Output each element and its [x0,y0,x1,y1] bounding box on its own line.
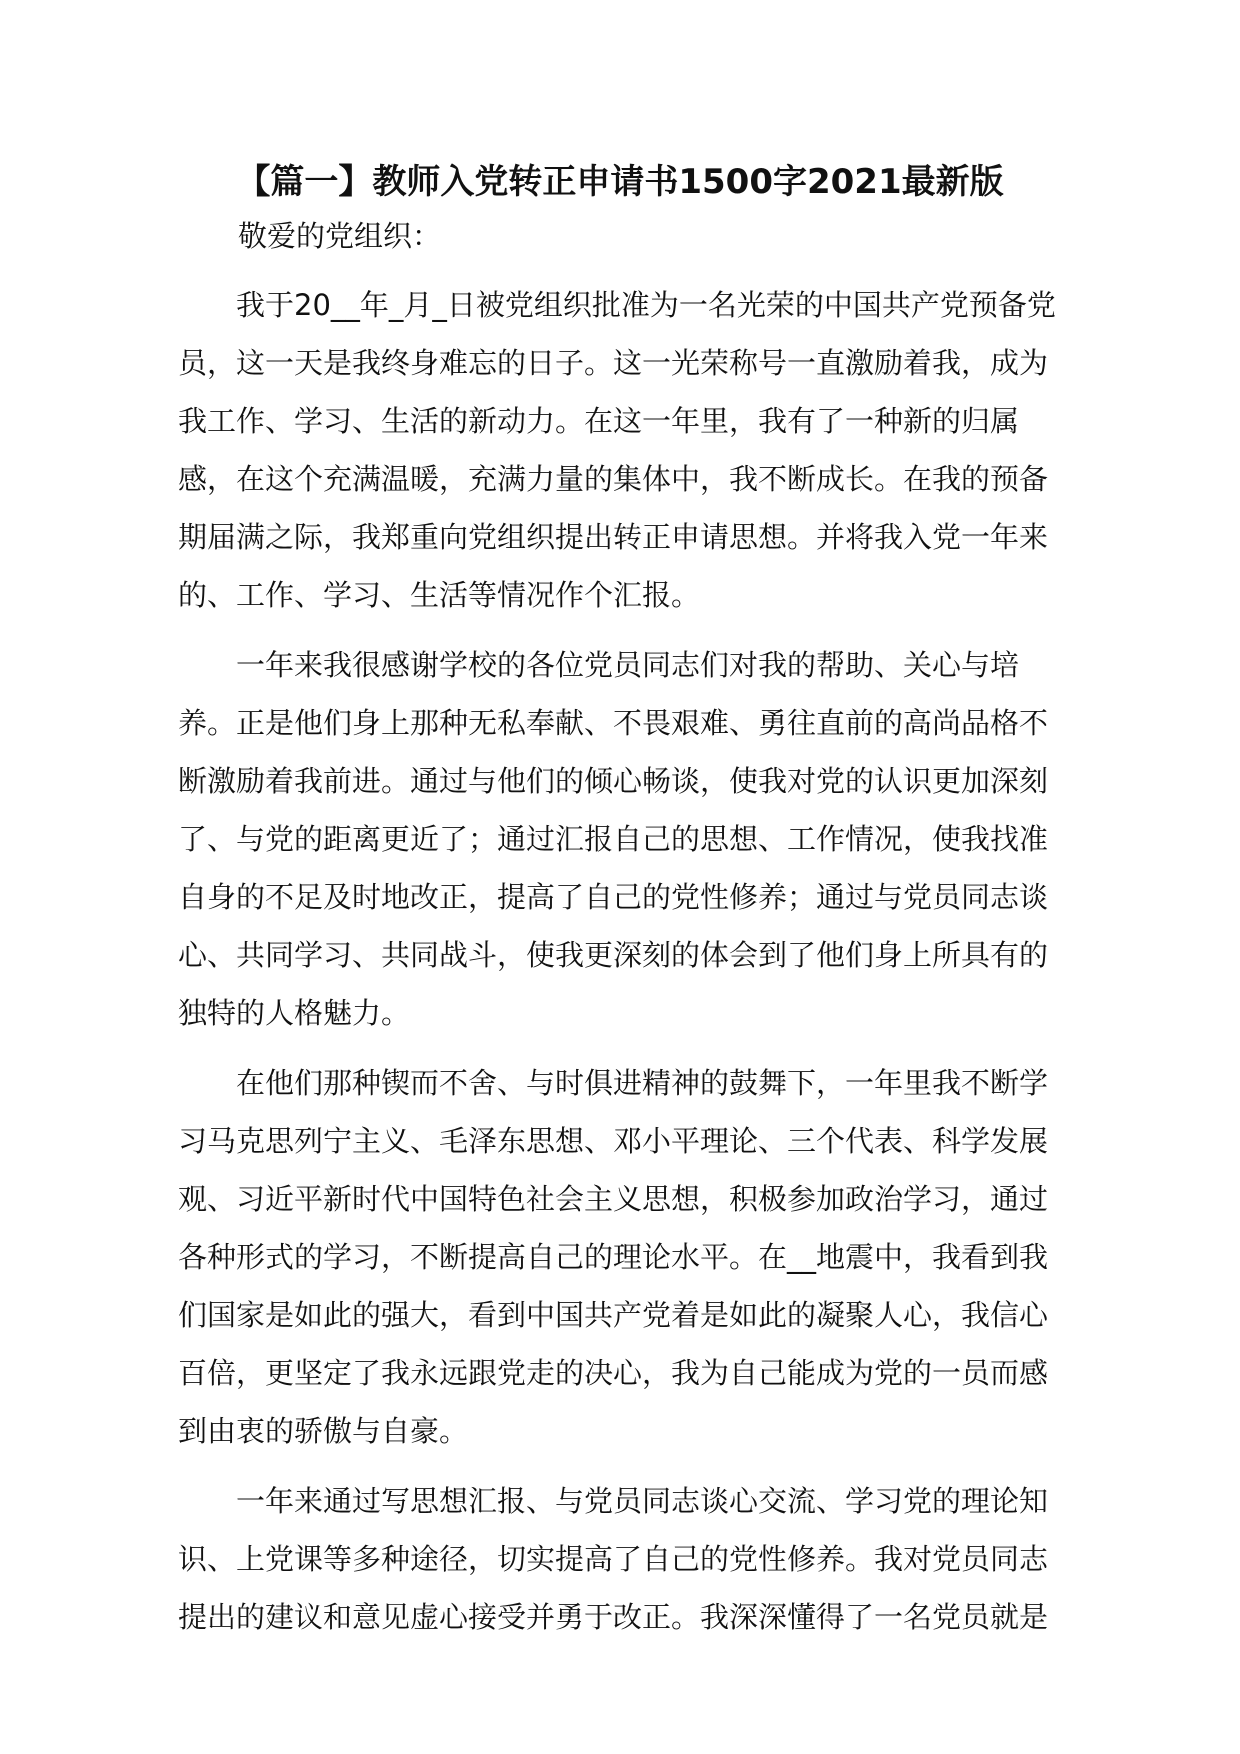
text-line: 在他们那种锲而不舍、与时俱进精神的鼓舞下，一年里我不断学 [236,1066,1049,1100]
document-title: 【篇一】教师入党转正申请书1500字2021最新版 [236,162,1004,202]
text-line: 期届满之际，我郑重向党组织提出转正申请思想。并将我入党一年来 [178,520,1049,554]
text-line: 百倍，更坚定了我永远跟党走的决心，我为自己能成为党的一员而感 [178,1356,1049,1390]
text-line: 习马克思列宁主义、毛泽东思想、邓小平理论、三个代表、科学发展 [178,1124,1049,1158]
text-line: 了、与党的距离更近了；通过汇报自己的思想、工作情况，使我找准 [178,822,1049,856]
text-line: 自身的不足及时地改正，提高了自己的党性修养；通过与党员同志谈 [178,880,1049,914]
text-line: 一年来通过写思想汇报、与党员同志谈心交流、学习党的理论知 [236,1484,1049,1518]
text-line: 我于20__年_月_日被党组织批准为一名光荣的中国共产党预备党 [236,288,1056,322]
paragraph-3 [178,1054,1060,1460]
paragraph-4 [178,1472,1060,1646]
text-line: 提出的建议和意见虚心接受并勇于改正。我深深懂得了一名党员就是 [178,1600,1049,1634]
text-line: 养。正是他们身上那种无私奉献、不畏艰难、勇往直前的高尚品格不 [178,706,1049,740]
text-line: 各种形式的学习，不断提高自己的理论水平。在__地震中，我看到我 [178,1240,1049,1274]
text-line: 一年来我很感谢学校的各位党员同志们对我的帮助、关心与培 [236,648,1020,682]
text-line: 我工作、学习、生活的新动力。在这一年里，我有了一种新的归属 [178,404,1020,438]
text-line: 到由衷的骄傲与自豪。 [178,1414,469,1448]
text-line: 感，在这个充满温暖，充满力量的集体中，我不断成长。在我的预备 [178,462,1049,496]
greeting: 敬爱的党组织： [238,219,442,253]
paragraph-2 [178,636,1060,1042]
text-line: 识、上党课等多种途径，切实提高了自己的党性修养。我对党员同志 [178,1542,1049,1576]
text-line: 们国家是如此的强大，看到中国共产党着是如此的凝聚人心，我信心 [178,1298,1049,1332]
document-body [178,216,1060,1658]
text-line: 观、习近平新时代中国特色社会主义思想，积极参加政治学习，通过 [178,1182,1049,1216]
text-line: 心、共同学习、共同战斗，使我更深刻的体会到了他们身上所具有的 [178,938,1049,972]
text-line: 的、工作、学习、生活等情况作个汇报。 [178,578,701,612]
text-line: 断激励着我前进。通过与他们的倾心畅谈，使我对党的认识更加深刻 [178,764,1049,798]
text-line: 员，这一天是我终身难忘的日子。这一光荣称号一直激励着我，成为 [178,346,1049,380]
text-line: 独特的人格魅力。 [178,996,411,1030]
paragraph-1 [178,276,1060,624]
